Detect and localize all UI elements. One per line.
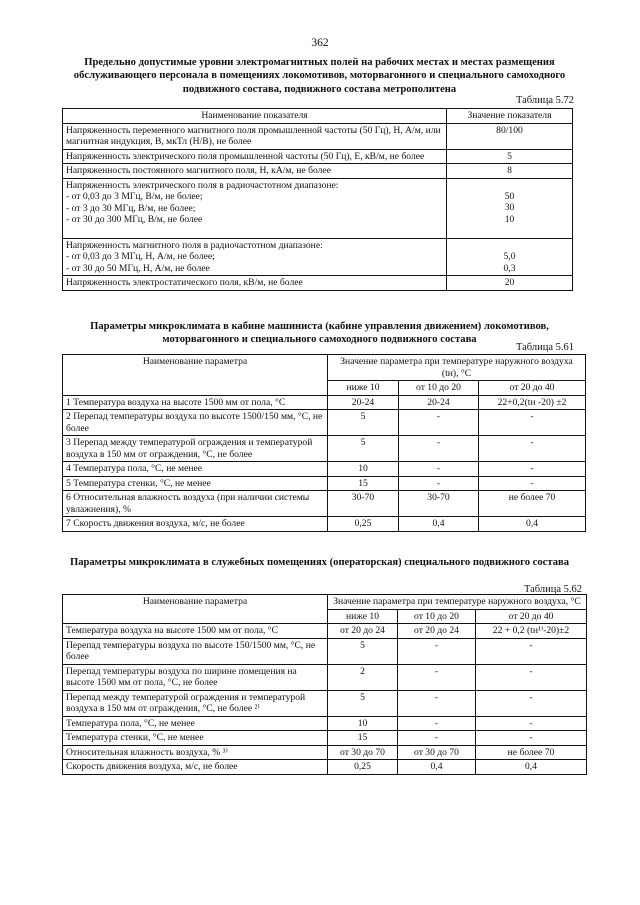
row-value: 8 xyxy=(447,164,573,179)
cell-below-10: 0,25 xyxy=(328,517,399,532)
cell-10-20: - xyxy=(398,690,476,716)
table-5-72 xyxy=(62,108,573,291)
cell-below-10: 10 xyxy=(328,716,398,731)
cell-10-20: - xyxy=(399,410,479,436)
column-header: Наименование показателя xyxy=(63,109,447,124)
cell-10-20: - xyxy=(399,462,479,477)
cell-20-40: - xyxy=(476,716,587,731)
table-row xyxy=(63,716,587,731)
table-row xyxy=(63,164,573,179)
table-row xyxy=(63,410,586,436)
row-name: 2 Перепад температуры воздуха по высоте 1500/150 мм, °С, не более xyxy=(63,410,328,436)
section3-table-label: Таблица 5.62 xyxy=(523,584,582,595)
column-subheader: ниже 10 xyxy=(328,609,398,624)
table-row xyxy=(63,238,573,276)
row-name: Температура стенки, °С, не менее xyxy=(63,731,328,746)
row-value-line: 30 xyxy=(504,202,515,213)
cell-below-10: 15 xyxy=(328,476,399,491)
cell-10-20: 20-24 xyxy=(399,395,479,410)
table-row xyxy=(63,491,586,517)
row-name: Скорость движения воздуха, м/с, не более xyxy=(63,760,328,775)
cell-20-40: - xyxy=(479,462,586,477)
cell-20-40: 22+0,2(tн -20) ±2 xyxy=(479,395,586,410)
cell-10-20: - xyxy=(398,716,476,731)
cell-10-20: 0,4 xyxy=(399,517,479,532)
table-header-row xyxy=(63,595,587,610)
row-name: Напряженность постоянного магнитного поля, Н, кА/м, не более xyxy=(63,164,447,179)
row-value-line: 10 xyxy=(504,213,515,225)
row-value: 5 xyxy=(447,149,573,164)
row-name-line: - от 30 до 50 МГц, Н, А/м, не более xyxy=(66,262,210,274)
column-header: Наименование параметра xyxy=(63,595,328,624)
row-name: Напряженность электростатического поля, кВ/м, не более xyxy=(63,276,447,291)
cell-below-10: от 30 до 70 xyxy=(328,745,398,760)
cell-20-40: - xyxy=(479,410,586,436)
section2-table-label: Таблица 5.61 xyxy=(515,342,574,353)
cell-20-40: - xyxy=(476,731,587,746)
row-name: Перепад между температурой ограждения и температурой воздуха в 150 мм от ограждения, °С, не более ²⁾ xyxy=(63,690,328,716)
cell-below-10: 5 xyxy=(328,410,399,436)
cell-20-40: - xyxy=(479,436,586,462)
row-name-line: Напряженность электрического поля в радиочастотном диапазоне: xyxy=(66,179,339,191)
column-group-header: Значение параметра при температуре наружного воздуха (tн), °С xyxy=(328,355,586,381)
row-name: 5 Температура стенки, °С, не менее xyxy=(63,476,328,491)
cell-20-40: 22 + 0,2 (tн¹⁾-20)±2 xyxy=(476,624,587,639)
table-row xyxy=(63,731,587,746)
table-header-row xyxy=(63,355,586,381)
column-subheader: от 20 до 40 xyxy=(479,381,586,396)
table-header-row xyxy=(63,109,573,124)
row-name-line: - от 0,03 до 3 МГц, В/м, не более; xyxy=(66,191,203,202)
column-subheader: от 20 до 40 xyxy=(476,609,587,624)
table-row xyxy=(63,436,586,462)
section2-title: Параметры микроклимата в кабине машиниста (кабине управления движением) локомотивов, моторвагонного и специального самоходного подвижного состава xyxy=(90,321,549,346)
row-value: 20 xyxy=(447,276,573,291)
page-number: 362 xyxy=(311,37,329,49)
cell-10-20: от 30 до 70 xyxy=(398,745,476,760)
row-name-line: Напряженность магнитного поля в радиочастотном диапазоне: xyxy=(66,239,323,251)
column-subheader: от 10 до 20 xyxy=(399,381,479,396)
row-name-line: - от 0,03 до 3 МГц, Н, А/м, не более; xyxy=(66,251,215,262)
row-name xyxy=(63,238,447,276)
table-row xyxy=(63,690,587,716)
cell-below-10: 30-70 xyxy=(328,491,399,517)
cell-20-40: - xyxy=(476,638,587,664)
section1-table-label: Таблица 5.72 xyxy=(515,95,574,106)
cell-20-40: не более 70 xyxy=(476,745,587,760)
cell-below-10: 5 xyxy=(328,690,398,716)
cell-below-10: 10 xyxy=(328,462,399,477)
cell-below-10: 2 xyxy=(328,664,398,690)
cell-10-20: от 20 до 24 xyxy=(398,624,476,639)
row-value: 80/100 xyxy=(447,123,573,149)
row-value-line: 0,3 xyxy=(503,262,516,274)
row-name: Напряженность электрического поля промышленной частоты (50 Гц), Е, кВ/м, не более xyxy=(63,149,447,164)
table-row xyxy=(63,624,587,639)
row-value xyxy=(447,238,573,276)
cell-10-20: - xyxy=(398,731,476,746)
table-row xyxy=(63,178,573,238)
section3-title: Параметры микроклимата в служебных помещениях (операторская) специального подвижного состава xyxy=(69,557,570,568)
cell-10-20: - xyxy=(398,664,476,690)
cell-10-20: - xyxy=(399,476,479,491)
row-name: 3 Перепад между температурой ограждения и температурой воздуха в 150 мм от ограждения, °С, не более xyxy=(63,436,328,462)
table-row xyxy=(63,745,587,760)
cell-below-10: 0,25 xyxy=(328,760,398,775)
table-row xyxy=(63,462,586,477)
cell-20-40: - xyxy=(479,476,586,491)
cell-10-20: - xyxy=(398,638,476,664)
row-name: Температура пола, °С, не менее xyxy=(63,716,328,731)
table-row xyxy=(63,517,586,532)
cell-below-10: 15 xyxy=(328,731,398,746)
cell-10-20: 0,4 xyxy=(398,760,476,775)
table-row xyxy=(63,476,586,491)
row-name: 6 Относительная влажность воздуха (при наличии системы увлажнения), % xyxy=(63,491,328,517)
column-header: Значение показателя xyxy=(447,109,573,124)
table-5-62 xyxy=(62,594,587,775)
row-name-line: - от 30 до 300 МГц, В/м, не более xyxy=(66,214,203,225)
row-name: 7 Скорость движения воздуха, м/с, не более xyxy=(63,517,328,532)
table-row xyxy=(63,760,587,775)
table-5-61 xyxy=(62,354,586,532)
table-row xyxy=(63,149,573,164)
cell-20-40: - xyxy=(476,664,587,690)
section1-title: Предельно допустимые уровни электромагнитных полей на рабочих местах и местах размещения обслуживающего персонала в помещениях локомотивов, моторвагонного и специального самоходного подвижного состава, подвижного состава метрополитена xyxy=(73,57,566,95)
row-name: Перепад температуры воздуха по ширине помещения на высоте 1500 мм от пола, °С, не более xyxy=(63,664,328,690)
cell-10-20: 30-70 xyxy=(399,491,479,517)
cell-below-10: 5 xyxy=(328,436,399,462)
cell-20-40: - xyxy=(476,690,587,716)
cell-below-10: 20-24 xyxy=(328,395,399,410)
row-name xyxy=(63,178,447,238)
column-subheader: ниже 10 xyxy=(328,381,399,396)
cell-below-10: 5 xyxy=(328,638,398,664)
cell-20-40: 0,4 xyxy=(479,517,586,532)
row-value-line: 5,0 xyxy=(503,251,516,262)
table-row xyxy=(63,276,573,291)
cell-20-40: не более 70 xyxy=(479,491,586,517)
column-group-header: Значение параметра при температуре наружного воздуха, °С xyxy=(328,595,587,610)
column-subheader: от 10 до 20 xyxy=(398,609,476,624)
row-value-line: 50 xyxy=(504,190,515,202)
table-row xyxy=(63,638,587,664)
table-row xyxy=(63,123,573,149)
row-name: 4 Температура пола, °С, не менее xyxy=(63,462,328,477)
row-value xyxy=(447,178,573,238)
cell-below-10: от 20 до 24 xyxy=(328,624,398,639)
row-name: Перепад температуры воздуха по высоте 150/1500 мм, °С, не более xyxy=(63,638,328,664)
cell-20-40: 0,4 xyxy=(476,760,587,775)
cell-10-20: - xyxy=(399,436,479,462)
table-row xyxy=(63,395,586,410)
row-name: Напряженность переменного магнитного поля промышленной частоты (50 Гц), Н, А/м, или магнитная индукция, В, мкТл (Н/В), не более xyxy=(63,123,447,149)
row-name-line: - от 3 до 30 МГц, В/м, не более; xyxy=(66,202,196,214)
row-name: Относительная влажность воздуха, % ³⁾ xyxy=(63,745,328,760)
table-row xyxy=(63,664,587,690)
row-name: Температура воздуха на высоте 1500 мм от пола, °С xyxy=(63,624,328,639)
row-name: 1 Температура воздуха на высоте 1500 мм от пола, °С xyxy=(63,395,328,410)
column-header: Наименование параметра xyxy=(63,355,328,396)
